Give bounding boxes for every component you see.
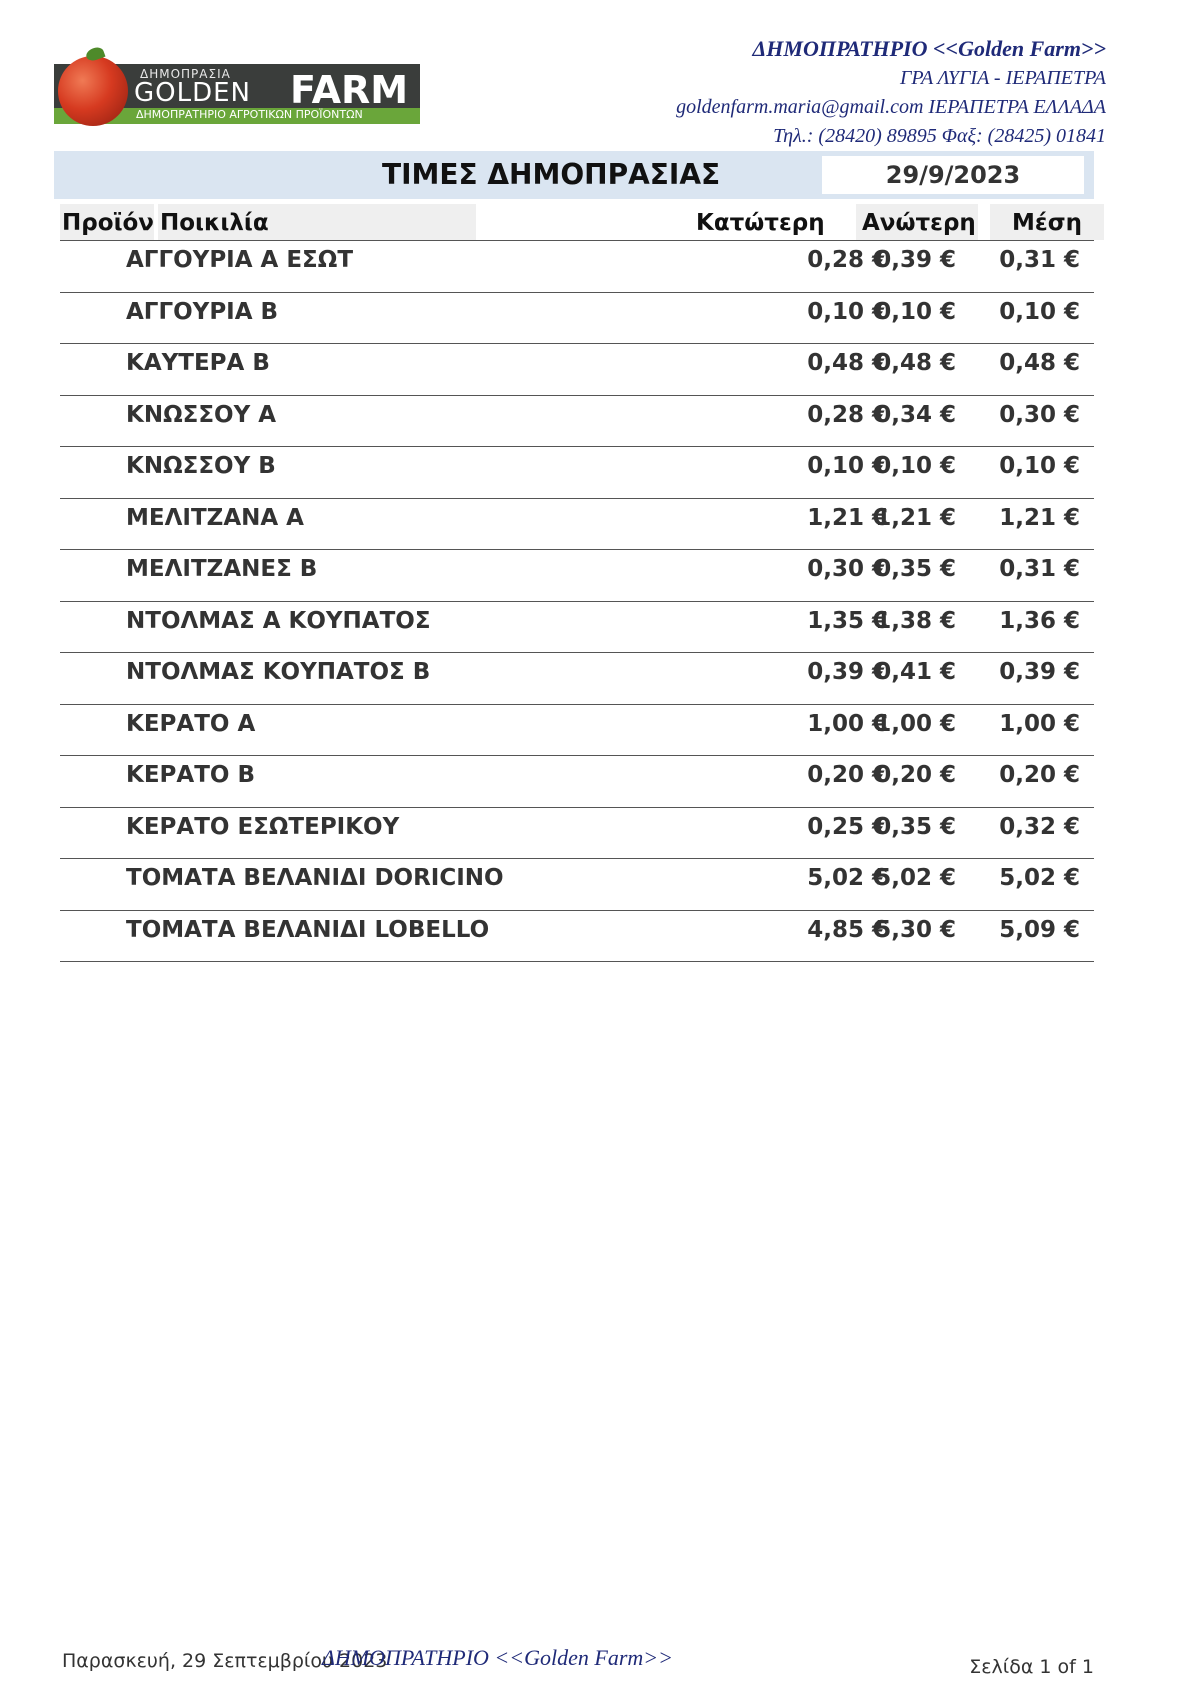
high-price: 5,30 € bbox=[875, 916, 956, 943]
table-row bbox=[60, 292, 1094, 344]
page-title: ΤΙΜΕΣ ΔΗΜΟΠΡΑΣΙΑΣ bbox=[382, 158, 721, 191]
logo-small-text: ΔΗΜΟΠΡΑΣΙΑ bbox=[140, 67, 231, 81]
low-price: 0,25 € bbox=[807, 813, 888, 840]
header-variety: Ποικιλία bbox=[158, 204, 476, 240]
tomato-icon bbox=[58, 56, 128, 126]
average-price: 0,48 € bbox=[999, 350, 1080, 376]
variety-name: ΚΕΡΑΤΟ ΕΣΩΤΕΡΙΚΟΥ bbox=[126, 813, 400, 840]
high-price: 1,21 € bbox=[875, 504, 956, 531]
header-low-price: Κατώτερη bbox=[696, 204, 826, 240]
table-row bbox=[60, 446, 1094, 498]
variety-name: ΑΓΓΟΥΡΙΑ Β bbox=[126, 298, 279, 325]
table-row bbox=[60, 704, 1094, 756]
average-price: 5,09 € bbox=[999, 916, 1080, 943]
header-product: Προϊόν bbox=[60, 204, 154, 240]
table-row bbox=[60, 858, 1094, 910]
high-price: 0,10 € bbox=[875, 453, 956, 479]
table-row bbox=[60, 395, 1094, 447]
high-price: 1,38 € bbox=[875, 607, 956, 634]
variety-name: ΤΟΜΑΤΑ ΒΕΛΑΝΙΔΙ LOBELLO bbox=[126, 916, 490, 943]
high-price: 1,00 € bbox=[875, 710, 956, 737]
high-price: 0,10 € bbox=[875, 298, 956, 325]
variety-name: ΤΟΜΑΤΑ ΒΕΛΑΝΙΔΙ DORICINO bbox=[126, 865, 504, 891]
low-price: 0,20 € bbox=[807, 762, 888, 788]
company-address: ΓΡΑ ΛΥΓΙΑ - ΙΕΡΑΠΕΤΡΑ bbox=[899, 67, 1106, 89]
low-price: 0,10 € bbox=[807, 453, 888, 479]
low-price: 5,02 € bbox=[807, 865, 888, 891]
table-row bbox=[60, 343, 1094, 395]
high-price: 0,41 € bbox=[875, 659, 956, 685]
high-price: 0,48 € bbox=[875, 350, 956, 376]
variety-name: ΑΓΓΟΥΡΙΑ Α ΕΣΩΤ bbox=[126, 247, 354, 273]
low-price: 1,00 € bbox=[807, 710, 888, 737]
average-price: 0,20 € bbox=[999, 762, 1080, 788]
company-email: goldenfarm.maria@gmail.com ΙΕΡΑΠΕΤΡΑ ΕΛΛΑΔΑ bbox=[676, 96, 1106, 118]
high-price: 0,39 € bbox=[875, 247, 956, 273]
average-price: 1,00 € bbox=[999, 710, 1080, 737]
company-title: ΔΗΜΟΠΡΑΤΗΡΙΟ <<Golden Farm>> bbox=[752, 36, 1106, 61]
high-price: 5,02 € bbox=[875, 865, 956, 891]
logo-golden-text: GOLDEN bbox=[134, 78, 251, 108]
table-row bbox=[60, 498, 1094, 550]
variety-name: ΚΕΡΑΤΟ Α bbox=[126, 710, 256, 737]
average-price: 0,31 € bbox=[999, 247, 1080, 273]
variety-name: ΝΤΟΛΜΑΣ ΚΟΥΠΑΤΟΣ Β bbox=[126, 659, 431, 685]
high-price: 0,20 € bbox=[875, 762, 956, 788]
variety-name: ΝΤΟΛΜΑΣ Α ΚΟΥΠΑΤΟΣ bbox=[126, 607, 431, 634]
table-row bbox=[60, 549, 1094, 601]
high-price: 0,34 € bbox=[875, 401, 956, 428]
price-table bbox=[60, 240, 1094, 962]
high-price: 0,35 € bbox=[875, 556, 956, 582]
average-price: 0,10 € bbox=[999, 453, 1080, 479]
footer-date: Παρασκευή, 29 Σεπτεμβρίου 2023 bbox=[62, 1650, 388, 1672]
table-row bbox=[60, 910, 1094, 963]
company-phone: Τηλ.: (28420) 89895 Φαξ: (28425) 01841 bbox=[773, 125, 1106, 147]
average-price: 0,30 € bbox=[999, 401, 1080, 428]
header-high-price: Ανώτερη bbox=[856, 204, 978, 240]
variety-name: ΚΑΥΤΕΡΑ Β bbox=[126, 350, 270, 376]
average-price: 1,21 € bbox=[999, 504, 1080, 531]
footer-page-number: Σελίδα 1 of 1 bbox=[969, 1656, 1094, 1678]
low-price: 4,85 € bbox=[807, 916, 888, 943]
average-price: 0,32 € bbox=[999, 813, 1080, 840]
low-price: 0,10 € bbox=[807, 298, 888, 325]
company-info bbox=[676, 34, 1106, 151]
header-average-price: Μέση bbox=[990, 204, 1104, 240]
average-price: 0,31 € bbox=[999, 556, 1080, 582]
low-price: 0,30 € bbox=[807, 556, 888, 582]
average-price: 1,36 € bbox=[999, 607, 1080, 634]
average-price: 5,02 € bbox=[999, 865, 1080, 891]
variety-name: ΜΕΛΙΤΖΑΝΑ Α bbox=[126, 504, 304, 531]
auction-date: 29/9/2023 bbox=[822, 156, 1084, 194]
table-row bbox=[60, 755, 1094, 807]
average-price: 0,10 € bbox=[999, 298, 1080, 325]
low-price: 1,21 € bbox=[807, 504, 888, 531]
high-price: 0,35 € bbox=[875, 813, 956, 840]
average-price: 0,39 € bbox=[999, 659, 1080, 685]
logo-farm-text: FARM bbox=[290, 68, 409, 112]
low-price: 0,28 € bbox=[807, 401, 888, 428]
golden-farm-logo bbox=[54, 48, 420, 128]
low-price: 0,39 € bbox=[807, 659, 888, 685]
table-row bbox=[60, 807, 1094, 859]
table-row bbox=[60, 652, 1094, 704]
variety-name: ΚΝΩΣΣΟΥ Α bbox=[126, 401, 277, 428]
variety-name: ΚΕΡΑΤΟ Β bbox=[126, 762, 255, 788]
low-price: 1,35 € bbox=[807, 607, 888, 634]
low-price: 0,48 € bbox=[807, 350, 888, 376]
footer-company: ΔΗΜΟΠΡΑΤΗΡΙΟ <<Golden Farm>> bbox=[322, 1645, 673, 1670]
variety-name: ΚΝΩΣΣΟΥ Β bbox=[126, 453, 276, 479]
table-row bbox=[60, 601, 1094, 653]
logo-subtitle: ΔΗΜΟΠΡΑΤΗΡΙΟ ΑΓΡΟΤΙΚΩΝ ΠΡΟΪΟΝΤΩΝ bbox=[136, 108, 363, 121]
low-price: 0,28 € bbox=[807, 247, 888, 273]
variety-name: ΜΕΛΙΤΖΑΝΕΣ Β bbox=[126, 556, 318, 582]
table-row bbox=[60, 240, 1094, 292]
